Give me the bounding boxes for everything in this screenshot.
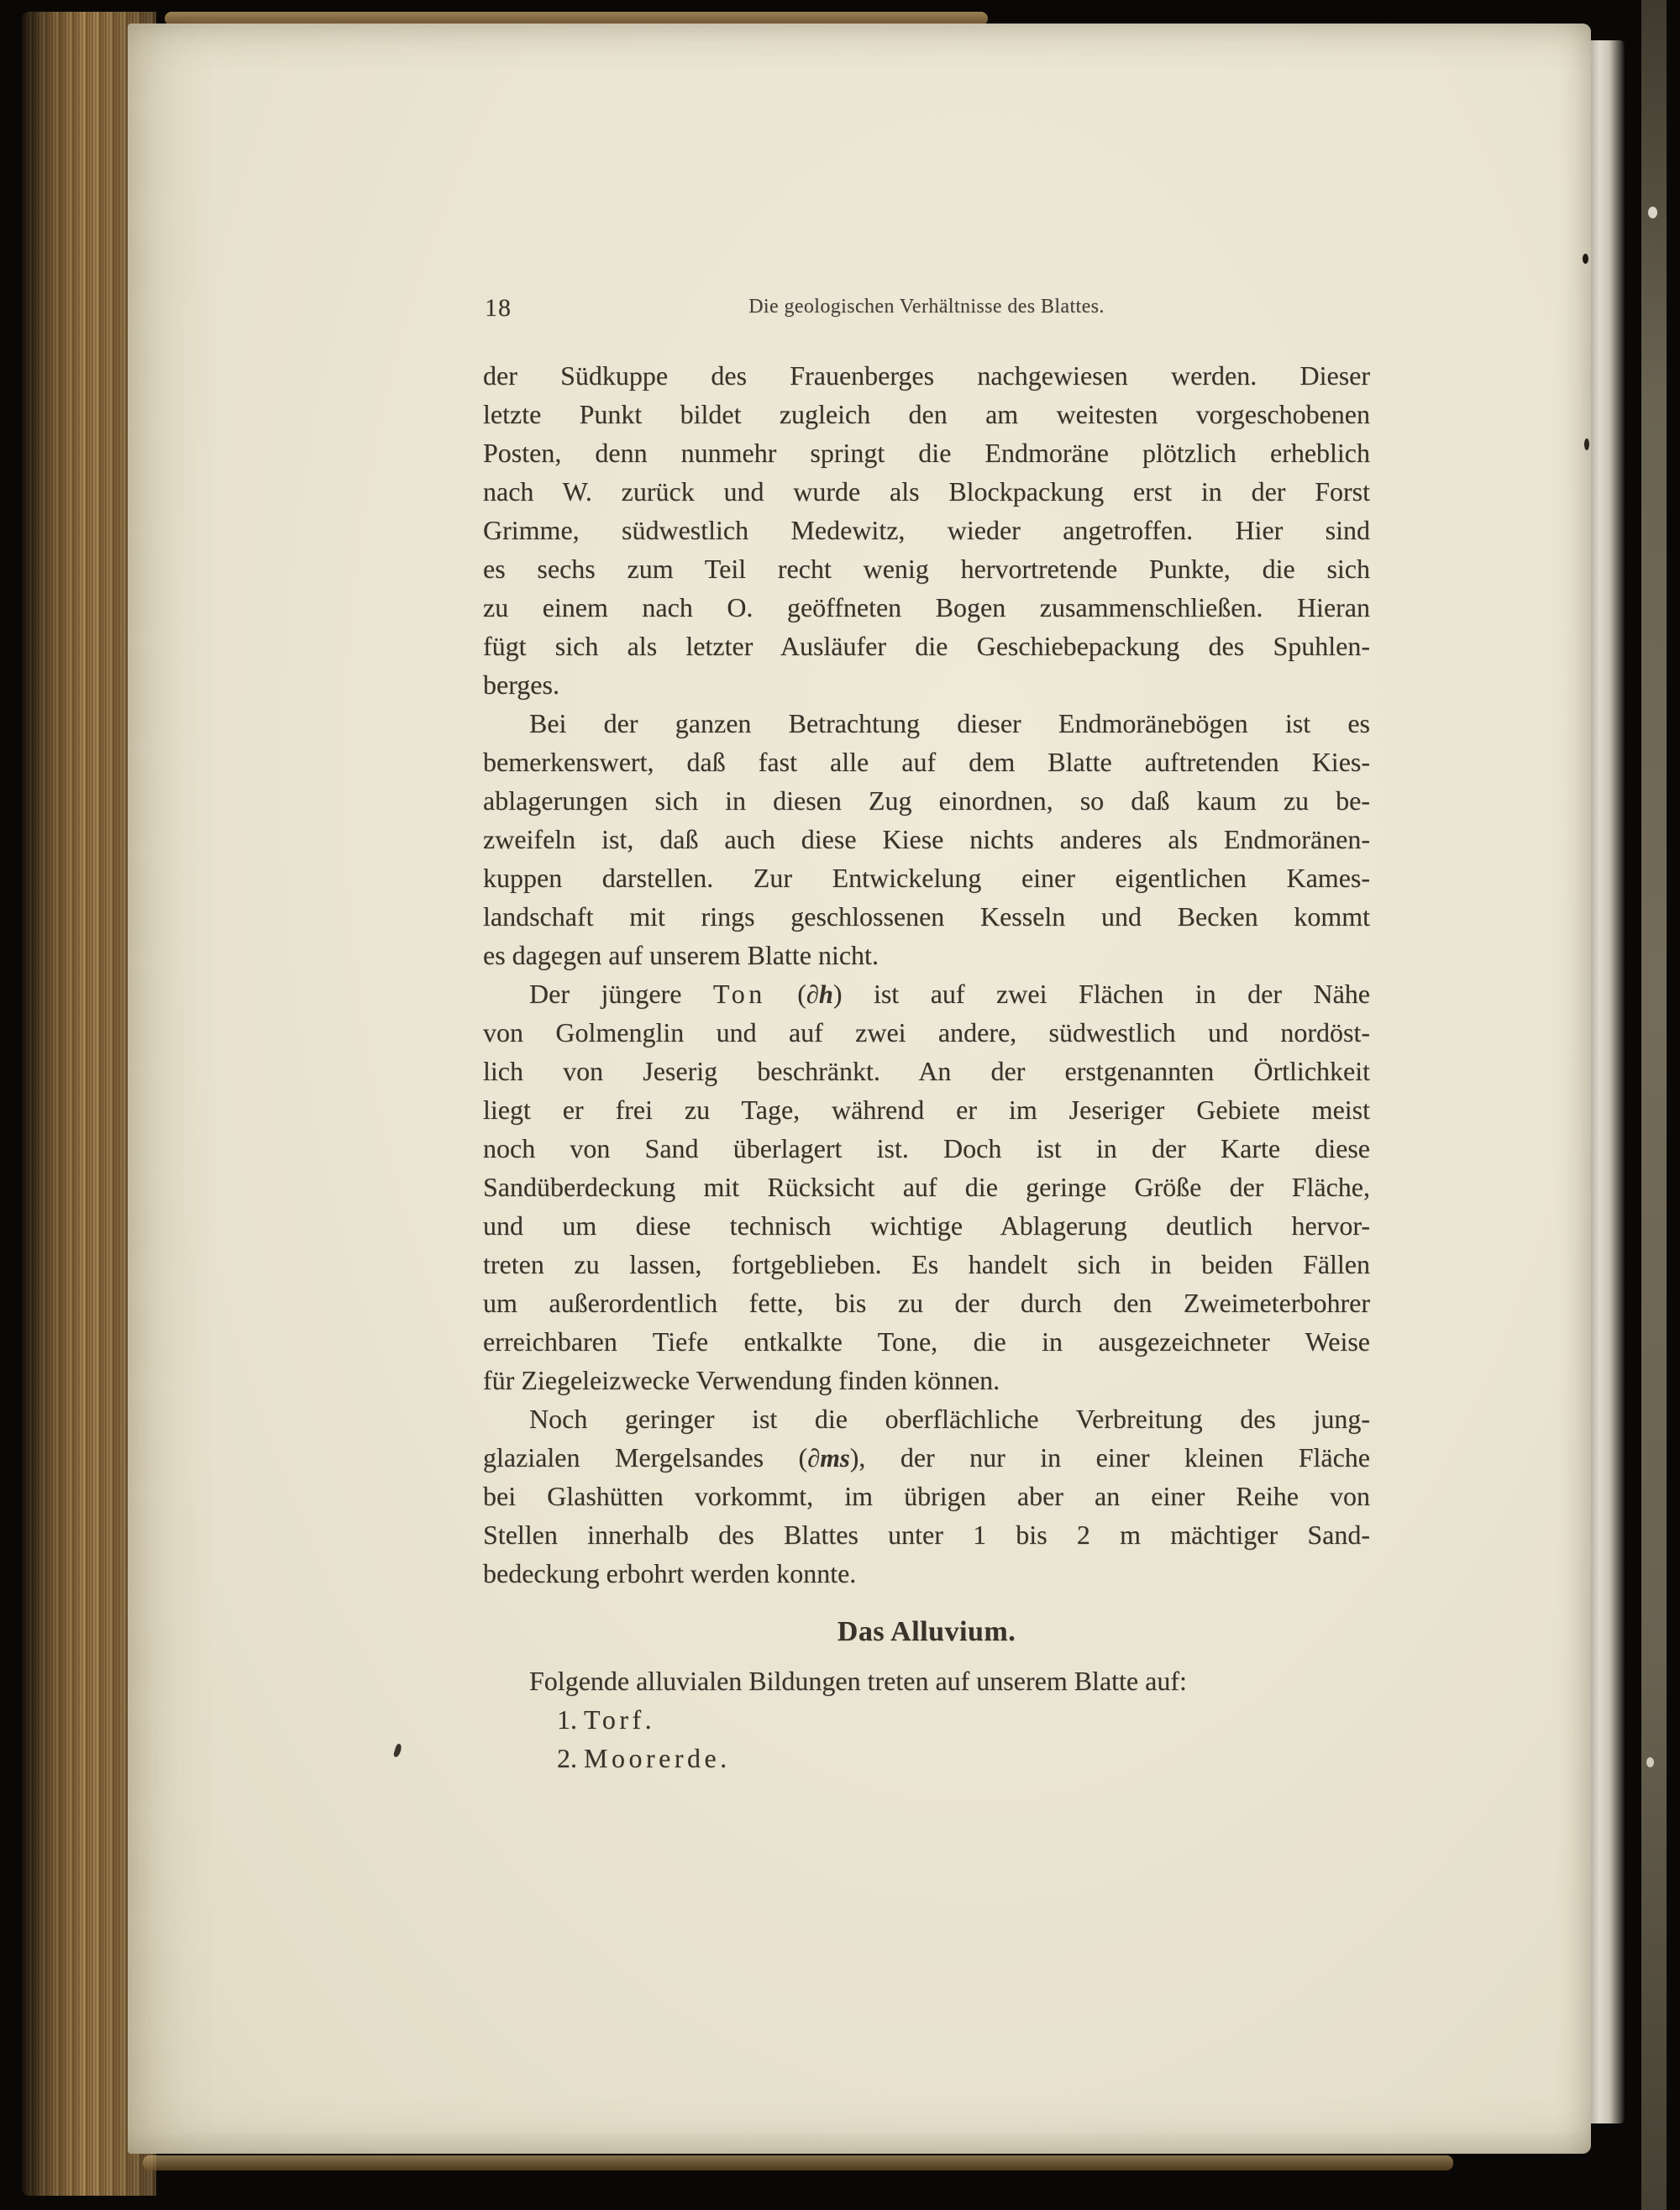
adjacent-page-strip bbox=[1641, 0, 1667, 2210]
text-line: zu einem nach O. geöffneten Bogen zusammenschließen. Hieran bbox=[483, 592, 1370, 622]
text-line: ablagerungen sich in diesen Zug einordnen, so daß kaum zu be- bbox=[483, 785, 1370, 816]
paragraph bbox=[483, 1661, 1370, 1700]
text-segment: 1. bbox=[557, 1704, 584, 1735]
text-segment: ( bbox=[765, 979, 806, 1009]
text-line: lich von Jeserig beschränkt. An der erstgenannten Örtlichkeit bbox=[483, 1056, 1370, 1086]
text-block bbox=[483, 356, 1370, 1777]
text-line: treten zu lassen, fortgeblieben. Es handelt sich in beiden Fällen bbox=[483, 1249, 1370, 1279]
text-segment: ) ist auf zwei Flächen in der Nähe bbox=[832, 979, 1371, 1009]
text-line: es sechs zum Teil recht wenig hervortretende Punkte, die sich bbox=[483, 554, 1370, 584]
text-segment: Moorerde bbox=[584, 1743, 721, 1773]
text-line: letzte Punkt bildet zugleich den am weitesten vorgeschobenen bbox=[483, 399, 1370, 429]
text-line: zweifeln ist, daß auch diese Kiese nichts anderes als Endmoränen- bbox=[483, 824, 1370, 854]
text-line: Grimme, südwestlich Medewitz, wieder angetroffen. Hier sind bbox=[483, 515, 1370, 545]
geologic-map-symbol: ∂ms bbox=[807, 1444, 850, 1472]
paragraph bbox=[483, 974, 1370, 1399]
text-segment: ), der nur in einer kleinen Fläche bbox=[849, 1442, 1371, 1472]
page-fore-edge bbox=[1591, 40, 1625, 2123]
section-heading: Das Alluvium. bbox=[837, 1616, 1016, 1647]
text-line: von Golmenglin und auf zwei andere, südwestlich und nordöst- bbox=[483, 1017, 1370, 1047]
text-line: um außerordentlich fette, bis zu der durch den Zweimeterbohrer bbox=[483, 1288, 1370, 1318]
text-line: liegt er frei zu Tage, während er im Jeseriger Gebiete meist bbox=[483, 1095, 1370, 1125]
text-segment: Torf bbox=[584, 1704, 645, 1735]
text-line: es dagegen auf unserem Blatte nicht. bbox=[483, 940, 879, 970]
text-line: erreichbaren Tiefe entkalkte Tone, die in ausgezeichneter Weise bbox=[483, 1326, 1370, 1357]
text-line: berges. bbox=[483, 669, 559, 700]
text-line: Noch geringer ist die oberflächliche Verbreitung des jung- bbox=[529, 1404, 1370, 1434]
text-segment: 2. bbox=[557, 1743, 584, 1773]
text-line: kuppen darstellen. Zur Entwickelung einer eigentlichen Kames- bbox=[483, 863, 1370, 893]
page-number: 18 bbox=[485, 294, 512, 322]
text-line: landschaft mit rings geschlossenen Kesseln und Becken kommt bbox=[483, 901, 1370, 932]
running-header: Die geologischen Verhältnisse des Blattes. bbox=[748, 296, 1105, 318]
scan-speck bbox=[1646, 1757, 1654, 1767]
text-segment: Ton bbox=[712, 979, 766, 1009]
text-segment: . bbox=[644, 1704, 652, 1735]
text-segment: glazialen Mergelsandes ( bbox=[483, 1442, 808, 1472]
text-line: Sandüberdeckung mit Rücksicht auf die geringe Größe der Fläche, bbox=[483, 1172, 1370, 1202]
text-line: Folgende alluvialen Bildungen treten auf unserem Blatte auf: bbox=[529, 1666, 1187, 1696]
scan-speck bbox=[1648, 207, 1657, 218]
text-line: noch von Sand überlagert ist. Doch ist in der Karte diese bbox=[483, 1133, 1370, 1163]
text-segment: Der jüngere bbox=[529, 979, 713, 1009]
paragraph bbox=[483, 1399, 1370, 1593]
list-item bbox=[483, 1700, 1370, 1739]
text-line bbox=[483, 974, 1370, 1013]
text-line bbox=[483, 1438, 1370, 1477]
bottom-page-edge bbox=[143, 2155, 1453, 2171]
page-header bbox=[483, 292, 1370, 329]
text-line: und um diese technisch wichtige Ablagerung deutlich hervor- bbox=[483, 1210, 1370, 1241]
text-line: Stellen innerhalb des Blattes unter 1 bis 2 m mächtiger Sand- bbox=[483, 1520, 1370, 1550]
paragraph bbox=[483, 704, 1370, 974]
text-line: der Südkuppe des Frauenberges nachgewiesen werden. Dieser bbox=[483, 360, 1370, 391]
scan-speck bbox=[1584, 438, 1589, 450]
geologic-map-symbol: ∂h bbox=[806, 980, 833, 1009]
text-line: für Ziegeleizwecke Verwendung finden können. bbox=[483, 1365, 1000, 1395]
text-line: fügt sich als letzter Ausläufer die Geschiebepackung des Spuhlen- bbox=[483, 631, 1370, 661]
text-segment: . bbox=[720, 1743, 727, 1773]
text-line: bedeckung erbohrt werden konnte. bbox=[483, 1558, 857, 1588]
text-line: Bei der ganzen Betrachtung dieser Endmoränebögen ist es bbox=[529, 708, 1370, 738]
paragraph bbox=[483, 356, 1370, 704]
list bbox=[483, 1700, 1370, 1777]
page-content bbox=[483, 292, 1370, 1777]
scan-speck bbox=[1583, 254, 1588, 264]
text-line: bei Glashütten vorkommt, im übrigen aber an einer Reihe von bbox=[483, 1481, 1370, 1511]
text-line: Posten, denn nunmehr springt die Endmoräne plötzlich erheblich bbox=[483, 438, 1370, 468]
text-line: nach W. zurück und wurde als Blockpackung erst in der Forst bbox=[483, 476, 1370, 507]
list-item bbox=[483, 1739, 1370, 1777]
page bbox=[128, 24, 1591, 2154]
text-line: bemerkenswert, daß fast alle auf dem Blatte auftretenden Kies- bbox=[483, 747, 1370, 777]
